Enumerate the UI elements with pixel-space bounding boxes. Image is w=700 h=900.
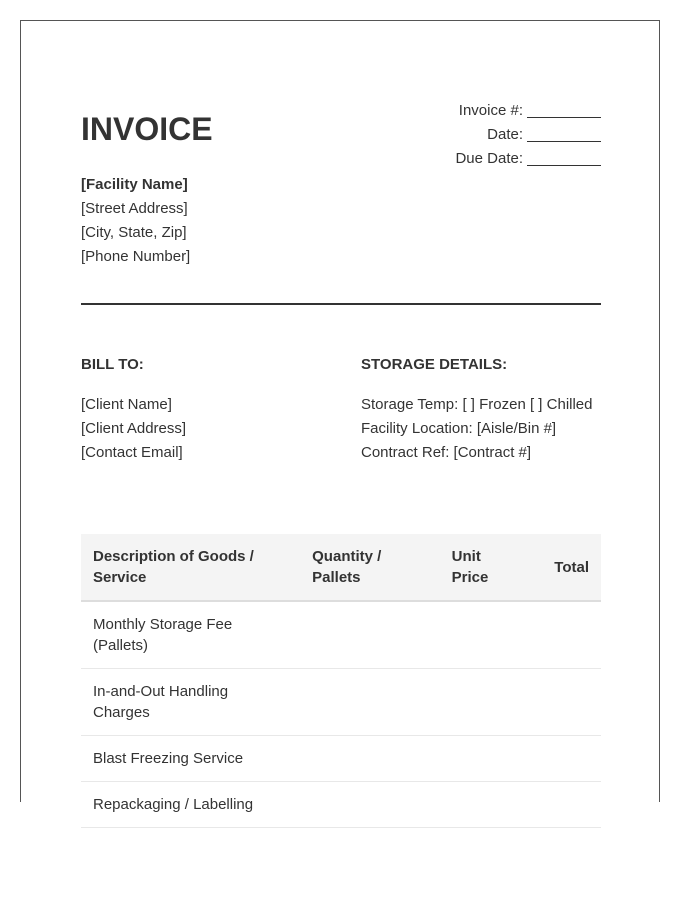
table-header-row <box>81 534 601 601</box>
invoice-date-row <box>455 123 601 147</box>
row-description: Blast Freezing Service <box>81 736 300 782</box>
bill-to-heading: BILL TO: <box>81 356 144 373</box>
header-total: Total <box>528 534 601 601</box>
facility-phone: [Phone Number] <box>81 248 191 265</box>
line-items-table <box>81 534 601 828</box>
row-total <box>528 736 601 782</box>
row-unit-price <box>440 782 528 828</box>
row-quantity <box>300 782 440 828</box>
row-description: In-and-Out Handling Charges <box>81 669 300 736</box>
row-unit-price <box>440 669 528 736</box>
invoice-number-row <box>455 99 601 123</box>
table-row <box>81 601 601 669</box>
row-unit-price <box>440 736 528 782</box>
invoice-number-label: Invoice #: <box>458 102 523 119</box>
invoice-sheet <box>20 20 660 813</box>
bill-to-block <box>81 353 321 465</box>
table-row <box>81 736 601 782</box>
invoice-due-date-blank <box>527 165 601 166</box>
client-address: [Client Address] <box>81 420 187 437</box>
row-description: Monthly Storage Fee (Pallets) <box>81 601 300 669</box>
client-name: [Client Name] <box>81 396 172 413</box>
row-description: Repackaging / Labelling <box>81 782 300 828</box>
storage-details-heading: STORAGE DETAILS: <box>361 356 508 373</box>
invoice-date-blank <box>527 141 601 142</box>
invoice-number-blank <box>527 117 601 118</box>
row-total <box>528 601 601 669</box>
storage-details-block <box>361 353 601 465</box>
client-email: [Contact Email] <box>81 444 183 461</box>
row-quantity <box>300 736 440 782</box>
invoice-meta <box>455 99 601 171</box>
facility-city: [City, State, Zip] <box>81 224 187 241</box>
row-quantity <box>300 601 440 669</box>
facility-name: [Facility Name] <box>81 176 188 193</box>
invoice-due-date-row <box>455 147 601 171</box>
header-unit-price: Unit Price <box>440 534 528 601</box>
contract-ref: Contract Ref: [Contract #] <box>361 444 532 461</box>
table-row <box>81 782 601 828</box>
header-quantity: Quantity / Pallets <box>300 534 440 601</box>
facility-street: [Street Address] <box>81 200 188 217</box>
invoice-due-date-label: Due Date: <box>455 150 523 167</box>
facility-block <box>81 173 190 269</box>
table-row <box>81 669 601 736</box>
header-divider <box>81 303 601 305</box>
storage-temp: Storage Temp: [ ] Frozen [ ] Chilled <box>361 396 593 413</box>
row-quantity <box>300 669 440 736</box>
facility-location: Facility Location: [Aisle/Bin #] <box>361 420 557 437</box>
invoice-date-label: Date: <box>487 126 523 143</box>
row-total <box>528 669 601 736</box>
invoice-title: INVOICE <box>81 111 213 147</box>
row-unit-price <box>440 601 528 669</box>
row-total <box>528 782 601 828</box>
header-description: Description of Goods / Service <box>81 534 300 601</box>
